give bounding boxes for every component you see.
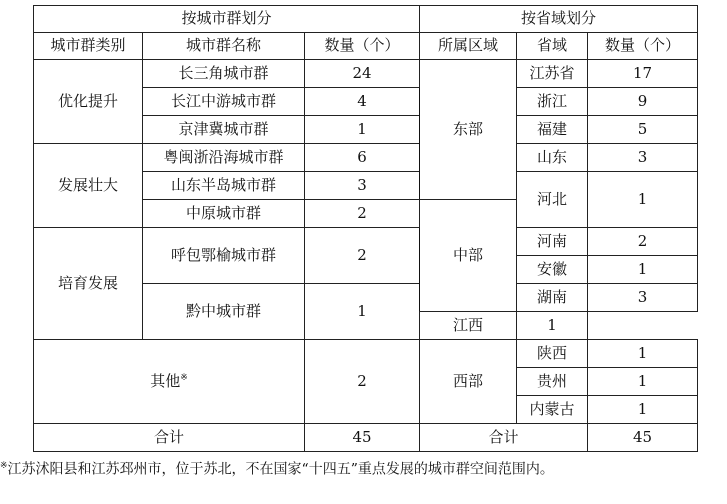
province-name: 山东 [517, 144, 588, 172]
cluster-name: 黔中城市群 [143, 284, 305, 340]
province-count: 1 [588, 340, 698, 368]
cluster-name: 山东半岛城市群 [143, 172, 305, 200]
category-other [34, 340, 305, 424]
cluster-count: 2 [305, 200, 420, 228]
cluster-count: 1 [305, 116, 420, 144]
category-grow: 发展壮大 [34, 144, 143, 228]
total-label-left: 合计 [34, 424, 305, 452]
other-label: 其他 [150, 371, 181, 390]
province-count: 1 [588, 256, 698, 284]
province-count: 3 [588, 144, 698, 172]
cluster-name: 中原城市群 [143, 200, 305, 228]
cluster-count: 4 [305, 88, 420, 116]
cluster-count: 24 [305, 60, 420, 88]
province-count: 3 [588, 284, 698, 312]
other-footnote-mark: ※ [180, 372, 188, 383]
province-name: 贵州 [517, 368, 588, 396]
province-count: 5 [588, 116, 698, 144]
province-name: 江苏省 [517, 60, 588, 88]
cluster-name: 呼包鄂榆城市群 [143, 228, 305, 284]
province-count: 1 [588, 396, 698, 424]
other-count: 2 [305, 340, 420, 424]
province-count: 9 [588, 88, 698, 116]
province-count: 1 [588, 368, 698, 396]
footnote-mark: ※ [0, 461, 8, 471]
col-header-cluster-name: 城市群名称 [143, 33, 305, 60]
region-west: 西部 [420, 340, 517, 424]
province-name: 陕西 [517, 340, 588, 368]
province-name: 安徽 [517, 256, 588, 284]
col-header-category: 城市群类别 [34, 33, 143, 60]
col-header-count-right: 数量（个） [588, 33, 698, 60]
cluster-count: 2 [305, 228, 420, 284]
province-count: 2 [588, 228, 698, 256]
col-header-count-left: 数量（个） [305, 33, 420, 60]
province-count: 17 [588, 60, 698, 88]
total-label-right: 合计 [420, 424, 588, 452]
province-name: 江西 [420, 312, 517, 340]
total-value-right: 45 [588, 424, 698, 452]
cluster-name: 粤闽浙沿海城市群 [143, 144, 305, 172]
province-name: 湖南 [517, 284, 588, 312]
footnote [0, 454, 720, 482]
footnote-text: 江苏沭阳县和江苏邳州市，位于苏北，不在国家“十四五”重点发展的城市群空间范围内。 [7, 461, 554, 478]
province-name: 河北 [517, 172, 588, 228]
cluster-name: 京津冀城市群 [143, 116, 305, 144]
cluster-count: 3 [305, 172, 420, 200]
region-central: 中部 [420, 200, 517, 312]
cluster-count: 6 [305, 144, 420, 172]
city-cluster-table [33, 5, 698, 452]
province-count: 1 [517, 312, 588, 340]
header-by-province: 按省域划分 [420, 6, 698, 33]
province-name: 内蒙古 [517, 396, 588, 424]
col-header-region: 所属区域 [420, 33, 517, 60]
cluster-count: 1 [305, 284, 420, 340]
category-cultivate: 培育发展 [34, 228, 143, 340]
total-value-left: 45 [305, 424, 420, 452]
province-name: 福建 [517, 116, 588, 144]
province-count: 1 [588, 172, 698, 228]
header-by-cluster: 按城市群划分 [34, 6, 420, 33]
cluster-name: 长三角城市群 [143, 60, 305, 88]
province-name: 浙江 [517, 88, 588, 116]
category-optimize: 优化提升 [34, 60, 143, 144]
region-east: 东部 [420, 60, 517, 200]
cluster-name: 长江中游城市群 [143, 88, 305, 116]
col-header-province: 省域 [517, 33, 588, 60]
province-name: 河南 [517, 228, 588, 256]
